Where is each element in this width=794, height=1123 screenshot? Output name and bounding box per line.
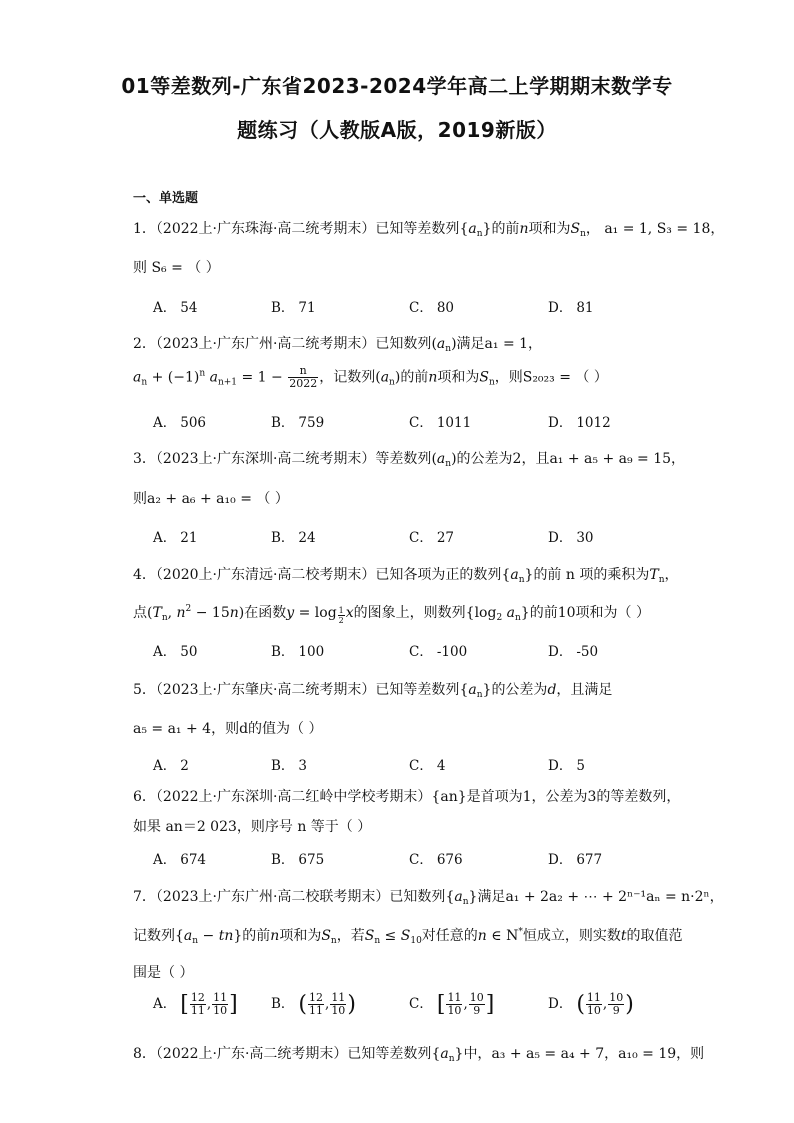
question-5-stem: 5．（2023上·广东肇庆·高二统考期末）已知等差数列$\{a_n\}$的公差为d，且满足 bbox=[133, 682, 613, 700]
question-8-stem: 8．（2022上·广东·高二统考期末）已知等差数列$\{a_n\}$中，a₃ + a₅ = a₄ + 7，a₁₀ = 19，则 bbox=[133, 1046, 705, 1064]
q5-option-d[interactable]: D． 5 bbox=[548, 758, 585, 774]
q3-option-d[interactable]: D． 30 bbox=[548, 530, 594, 546]
q2-option-a[interactable]: A． 506 bbox=[153, 415, 207, 431]
question-6-stem: 6．（2022上·广东深圳·高二红岭中学校考期末）{an}是首项为1，公差为3的等差数列， bbox=[133, 789, 681, 805]
question-4-stem: 4．（2020上·广东清远·高二校考期末）已知各项为正的数列$\{a_n\}$的前 n 项的乘积为$T_n$， bbox=[133, 567, 679, 585]
document-title-line-2: 题练习（人教版A版，2019新版） bbox=[237, 118, 557, 142]
q6-option-b[interactable]: B． 675 bbox=[271, 852, 325, 868]
q3-option-c[interactable]: C． 27 bbox=[409, 530, 455, 546]
q2-option-c[interactable]: C． 1011 bbox=[409, 415, 472, 431]
q4-option-a[interactable]: A． 50 bbox=[153, 644, 198, 660]
q2-option-d[interactable]: D． 1012 bbox=[548, 415, 611, 431]
question-5-options bbox=[153, 754, 673, 774]
question-2-options bbox=[153, 411, 673, 431]
question-4-options bbox=[153, 640, 673, 660]
question-7-stem: 7．（2023上·广东广州·高二校联考期末）已知数列$\{a_n\}$满足a₁ + 2a₂ + ⋯ + 2ⁿ⁻¹aₙ = n·2ⁿ， bbox=[133, 889, 724, 907]
q1-option-b[interactable]: B． 71 bbox=[271, 300, 316, 316]
q4-option-d[interactable]: D． -50 bbox=[548, 644, 599, 660]
question-1-stem: 1．（2022上·广东珠海·高二统考期末）已知等差数列$\{a_n\}$的前n项和为$S_n$， a₁ = 1, S₃ = 18， bbox=[133, 221, 725, 239]
question-7-line-3: 围是（ ） bbox=[133, 965, 194, 981]
q2-fraction: $\frac{n}{2022}$ bbox=[289, 364, 318, 390]
q3-option-a[interactable]: A． 21 bbox=[153, 530, 198, 546]
document-title-line-1: 01等差数列-广东省2023-2024学年高二上学期期末数学专 bbox=[121, 74, 673, 98]
question-3-stem: 3．（2023上·广东深圳·高二统考期末）等差数列$(a_n)$的公差为2，且a₁ + a₅ + a₉ = 15， bbox=[133, 451, 686, 469]
q7-option-d[interactable]: D． ( $\frac{11}{10}$ , $\frac{10}{9}$ ) bbox=[548, 991, 634, 1017]
q1-option-d[interactable]: D． 81 bbox=[548, 300, 594, 316]
question-4-line-2: 点($T_n$, $n^2 - 15n$)在函数y = log $\frac{1}{2}$ x的图象上，则数列{$\log_2$ $a_n$}的前10项和为（ ） bbox=[133, 604, 650, 625]
question-1-ask: 则 S₆ = （ ） bbox=[133, 260, 220, 276]
q5-option-b[interactable]: B． 3 bbox=[271, 758, 308, 774]
q1-option-c[interactable]: C． 80 bbox=[409, 300, 455, 316]
question-7-line-2: 记数列$\{a_n - tn\}$的前n项和为$S_n$，若$S_n \le S_{10}$对任意的n ∈ N*恒成立，则实数t的取值范 bbox=[133, 927, 683, 946]
q3-option-b[interactable]: B． 24 bbox=[271, 530, 316, 546]
q5-option-c[interactable]: C． 4 bbox=[409, 758, 446, 774]
q6-option-a[interactable]: A． 674 bbox=[153, 852, 207, 868]
question-3-ask: 则a₂ + a₆ + a₁₀ = （ ） bbox=[133, 491, 289, 507]
q7-option-b[interactable]: B． ( $\frac{12}{11}$ , $\frac{11}{10}$ ) bbox=[271, 991, 356, 1017]
q7-option-c[interactable]: C． [ $\frac{11}{10}$ , $\frac{10}{9}$ ] bbox=[409, 991, 495, 1017]
q6-option-c[interactable]: C． 676 bbox=[409, 852, 463, 868]
question-7-options bbox=[153, 992, 673, 1022]
question-5-condition: a₅ = a₁ + 4，则d的值为（ ） bbox=[133, 721, 323, 737]
question-6-options bbox=[153, 848, 673, 868]
question-1-options bbox=[153, 296, 673, 316]
q1-condition: a₁ = 1, S₃ = 18 bbox=[604, 221, 711, 237]
q1-option-a[interactable]: A． 54 bbox=[153, 300, 198, 316]
q5-option-a[interactable]: A． 2 bbox=[153, 758, 189, 774]
question-3-options bbox=[153, 526, 673, 546]
q4-option-b[interactable]: B． 100 bbox=[271, 644, 325, 660]
q6-option-d[interactable]: D． 677 bbox=[548, 852, 603, 868]
question-6-stem-2: 如果 an＝2 023，则序号 n 等于（ ） bbox=[133, 819, 372, 835]
question-2-formula-line: $a_n + (-1)^n$ $a_{n+1} = 1$ − $\frac{n}{2022}$ ，记数列$(a_n)$的前n项和为$S_n$，则S₂₀₂₃ = （ ） bbox=[133, 364, 608, 390]
q4-option-c[interactable]: C． -100 bbox=[409, 644, 468, 660]
question-2-stem: 2．（2023上·广东广州·高二统考期末）已知数列$(a_n)$满足a₁ = 1， bbox=[133, 336, 543, 354]
section-heading: 一、单选题 bbox=[133, 191, 199, 206]
q2-option-b[interactable]: B． 759 bbox=[271, 415, 325, 431]
q7-option-a[interactable]: A． [ $\frac{12}{11}$ , $\frac{11}{10}$ ] bbox=[153, 991, 238, 1017]
